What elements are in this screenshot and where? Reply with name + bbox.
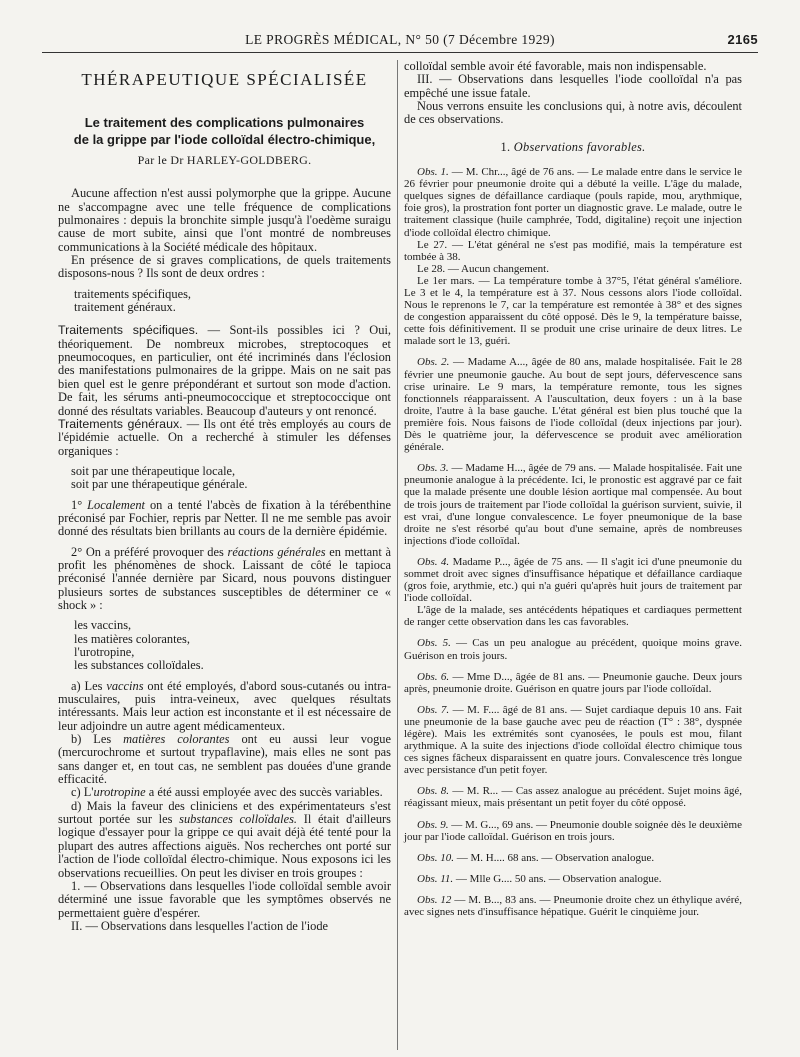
vaccins-paragraph [58, 680, 391, 733]
running-title: LE PROGRÈS MÉDICAL, N° 50 (7 Décembre 1929) [245, 32, 555, 47]
obs-text: — M. R... — Cas assez analogue au précédent. Sujet moins âgé, réagissant mieux, mais présentant un petit foyer du côté opposé. [404, 785, 742, 810]
byline: Par le Dr HARLEY-GOLDBERG. [137, 153, 312, 167]
obs-label: Obs. 8. [417, 785, 450, 798]
obs-text: — Madame A..., âgée de 80 ans, malade hospitalisée. Fait le 28 février une pneumonie gauche. Au bout de sept jours, défervescence sans crise urinaire. Le 9 mars, la température remonte, tous les signes fonctionnels réapparaissent. A l'auscultation, deux foyers : un à la base droite, l'autre à la base gauche. L'état général est bien plus touché que la première fois. Nous faisons de l'iode colloïdal (deux injections par jour). Dès le quatrième jour, la défervescence se produit avec amélioration générale. [404, 356, 742, 454]
obs-text: — Mme D..., âgée de 81 ans. — Pneumonie gauche. Deux jours après, pneumonie droite. Guérison en quatre jours par l'iode colloïdal. [404, 670, 742, 695]
item-b-pre: b) Les [71, 732, 124, 747]
observation-4-note: L'âge de la malade, ses antécédents hépatiques et cardiaques permettent de ranger cette observation dans les cas favorables. [404, 604, 742, 629]
obs-label: Obs. 1. [417, 166, 449, 179]
list-item: l'urotropine, [74, 645, 135, 659]
question-paragraph: En présence de si graves complications, de quels traitements disposons-nous ? Ils sont de deux ordres : [58, 253, 391, 281]
obs-label: Obs. 11. [417, 872, 454, 885]
observation-7 [404, 704, 742, 777]
intro-paragraph: Aucune affection n'est aussi polymorphe que la grippe. Aucune ne s'accompagne avec une telle fréquence de complications pulmonaires : depuis la bronchite simple jusqu'à l'oedème suraigu cause de mort subite, ainsi que l'ont montré de nombreuses communications à la Société médicale des hôpitaux. [58, 186, 391, 254]
shock-pre: 2° On a préféré provoquer des [71, 544, 228, 559]
item-b-emphasis: matières colorantes [123, 732, 230, 747]
observation-1-day-27: Le 27. — L'état général ne s'est pas modifié, mais la température est tombée à 38. [404, 238, 742, 263]
list-item: soit par une thérapeutique locale, [71, 463, 236, 478]
item-d-emphasis: substances colloïdales. [179, 812, 298, 827]
obs-label: Obs. 12 [417, 893, 452, 906]
list-item: les substances colloïdales. [74, 658, 204, 673]
subheading-number: 1. [500, 139, 514, 154]
obs-label: Obs. 5. [417, 637, 451, 650]
obs-label: Obs. 4. [417, 555, 450, 568]
obs-text: — M. H.... 68 ans. — Observation analogue. [453, 851, 655, 864]
colloids-paragraph [58, 800, 391, 880]
obs-text: — M. Chr..., âgé de 76 ans. — Le malade entre dans le service le 26 février pour pneumonie droite qui a débuté la veille. L'âge du malade, quelques signes de défaillance cardiaque (pouls rapide, mou, arythmique, foie gros), la prostration font porter un diagnostic grave. Le malade, outre le traitement classique (huile camphrée, Todd, digitaline) reçoit une injection d'iode colloïdal électro chimique. [404, 166, 742, 239]
group-2-continued: colloïdal semble avoir été favorable, mais non indispensable. [404, 59, 707, 73]
specific-heading: Traitements spécifiques. [58, 323, 199, 338]
list-item: les vaccins, [74, 618, 132, 633]
local-word: Localement [87, 497, 145, 512]
group-1-paragraph: 1. — Observations dans lesquelles l'iode colloïdal semble avoir déterminé une issue favorable que les symptômes observés ne permettaient guère d'espérer. [58, 878, 391, 920]
observation-11 [404, 873, 742, 885]
column-divider [397, 60, 398, 1050]
obs-text: — M. B..., 83 ans. — Pneumonie droite chez un éthylique avéré, avec signes nets d'insuffisance hépatique. Guérit le cinquième jour. [404, 893, 742, 919]
local-paragraph [58, 499, 391, 539]
article-title-line-2: de la grippe par l'iode colloïdal électro-chimique, [73, 132, 376, 147]
observation-9 [404, 819, 742, 843]
item-a-pre: a) Les [71, 678, 107, 693]
general-paragraph [58, 418, 391, 458]
article-title-line-1: Le traitement des complications pulmonaires [84, 115, 365, 130]
substances-list [58, 619, 391, 672]
left-column [58, 60, 391, 933]
specific-text: — Sont-ils possibles ici ? Oui, théoriquement. De nombreux microbes, streptocoques et pneumocoques, en particulier, ont été incriminés dans l'éclosion des manifestations pulmonaires de la grippe. Mais on ne sait pas bien quel est le genre prépondérant et surtout son mode d'action. De fait, les sérums anti-pneumococcique et streptococcique ont donné des résultats variables. Beaucoup d'auteurs y ont renoncé. [58, 323, 391, 418]
obs-label: Obs. 6. [417, 670, 450, 683]
running-header [42, 30, 758, 53]
local-number: 1° [71, 497, 88, 512]
obs-label: Obs. 3. [417, 462, 449, 475]
local-text: on a tenté l'abcès de fixation à la térébenthine préconisé par Fochier, repris par Netter. Il ne me semble pas avoir donné des résultats bien brillants au cours de la dernière épidémie. [58, 497, 392, 539]
shock-emphasis: réactions générales [227, 544, 326, 559]
orders-list [58, 288, 391, 315]
item-c-pre: c) L' [71, 785, 94, 800]
observation-1-march: Le 1er mars. — La température tombe à 37°5, l'état général s'améliore. Le 3 et le 4, la température est à 37. Nous cessons alors l'iode colloïdal. Nous le reprenons le 7, car la température est remontée à 38° et des signes de congestion apparaissent du côté opposé. Dès le 9, la température baisse, cette fois définitivement. Il se produit une crise urinaire de deux litres. Le malade sort le 13, guéri. [404, 274, 742, 348]
observation-12 [404, 894, 742, 918]
observation-10 [404, 852, 742, 864]
observation-3 [404, 462, 742, 547]
section-title: THÉRAPEUTIQUE SPÉCIALISÉE [81, 70, 368, 89]
right-column [404, 60, 742, 918]
subheading-title: Observations favorables. [513, 139, 646, 154]
colorants-paragraph [58, 733, 391, 786]
list-item: traitements spécifiques, [74, 286, 191, 301]
obs-label: Obs. 2. [417, 356, 450, 369]
obs-text: — M. F.... âgé de 81 ans. — Sujet cardiaque depuis 10 ans. Fait une pneumonie de la base gauche avec peu de réaction (T° : 38°, dyspnée légère). Mais les extrémités sont cyanosées, le pouls est mou, filant arythmique. A la suite des injections d'iode colloïdal électro chimique tous ces signes fâcheux disparaissent en quatre jours. Convalescence très longue avec persistance d'un petit foyer. [404, 703, 742, 777]
obs-text: Madame P..., âgée de 75 ans. — Il s'agit ici d'une pneumonie du sommet droit avec signes d'insuffisance hépatique et défaillance cardiaque (gros foie, arythmie, etc.) qui n'a guéri qu'après huit jours de traitement par l'iode colloïdal. [404, 555, 742, 605]
observation-5 [404, 637, 742, 661]
item-a-emphasis: vaccins [106, 678, 144, 693]
observation-8 [404, 785, 742, 809]
item-c-text: a été aussi employée avec des succès variables. [145, 785, 383, 800]
urotropine-paragraph [58, 786, 391, 799]
observation-4 [404, 556, 742, 604]
defenses-list [58, 465, 391, 492]
obs-text: — M. G..., 69 ans. — Pneumonie double soignée dès le deuxième jour par l'iode calloïdal. Guérison en trois jours. [404, 818, 742, 843]
obs-label: Obs. 7. [417, 703, 450, 716]
list-item: soit par une thérapeutique générale. [71, 477, 248, 492]
obs-text: — Cas un peu analogue au précédent, quoique moins grave. Guérison en trois jours. [404, 637, 742, 662]
page-number: 2165 [727, 32, 758, 47]
general-text: — Ils ont été très employés au cours de l'épidémie actuelle. On a recherché à stimuler les défenses organiques : [58, 416, 391, 458]
observation-1-day-28: Le 28. — Aucun changement. [417, 262, 549, 275]
shock-paragraph [58, 546, 391, 613]
obs-text: — Madame H..., âgée de 79 ans. — Malade hospitalisée. Fait une pneumonie analogue à la précédente. Ici, le pronostic est aggravé par ce fait que la malade présente une double lésion aortique mal compensée. Au bout de trois jours de traitement par l'iode colloïdal la guérison survient, suivie, il est vrai, d'une longue convalescence. Le foyer pneumonique de la base droite ne s'est résorbé qu'au bout d'une semaine, après de nombreuses injections d'iode colloïdal. [404, 462, 742, 547]
item-c-emphasis: urotropine [93, 785, 146, 800]
list-item: traitement généraux. [74, 300, 176, 315]
group-3-paragraph: III. — Observations dans lesquelles l'iode coolloïdal n'a pas empêché une issue fatale. [404, 72, 742, 100]
observation-1 [404, 166, 742, 239]
item-d-text: Il était d'ailleurs logique d'essayer pour la grippe ce qui avait déjà été tenté pour la plupart des autres affections aiguës. Nos recherches ont porté sur l'action de l'iode colloïdal électro-chimique. Nous exposons ici les observations recueillies. On peut les diviser en trois groupes : [58, 812, 391, 880]
favorable-subheading [404, 141, 742, 154]
obs-label: Obs. 10. [417, 851, 454, 864]
observation-2 [404, 356, 742, 453]
observation-6 [404, 671, 742, 695]
item-a-text: ont été employés, d'abord sous-cutanés ou intra-musculaires, puis intra-veineux, avec quelques résultats intéressants. Mais leur action est inconstante et il est nécessaire de leur adjoindre un autre agent médicamenteux. [58, 678, 391, 733]
shock-text: en mettant à profit les phénomènes de shock. Laissant de côté le tapioca préconisé l'année dernière par Sicard, nous pouvons distinguer plusieurs sortes de substances susceptibles de déterminer ce « shock » : [58, 544, 391, 612]
item-b-text: ont eu aussi leur vogue (mercurochrome et surtout trypaflavine), mais elles ne sont pas sans danger et, en tout cas, ne semblent pas douées d'une grande efficacité. [58, 732, 391, 787]
specific-paragraph [58, 324, 391, 417]
conclusions-paragraph: Nous verrons ensuite les conclusions qui, à notre avis, découlent de ces observations. [404, 99, 742, 127]
obs-text: — Mlle G.... 50 ans. — Observation analogue. [453, 872, 662, 885]
item-d-pre: d) Mais la faveur des cliniciens et des expérimentateurs s'est surtout portée sur les [58, 798, 391, 827]
obs-label: Obs. 9. [417, 818, 449, 831]
list-item: les matières colorantes, [74, 631, 190, 646]
article-title [58, 114, 391, 148]
group-2-paragraph: II. — Observations dans lesquelles l'action de l'iode [71, 918, 329, 933]
general-heading: Traitements généraux. [58, 416, 183, 431]
